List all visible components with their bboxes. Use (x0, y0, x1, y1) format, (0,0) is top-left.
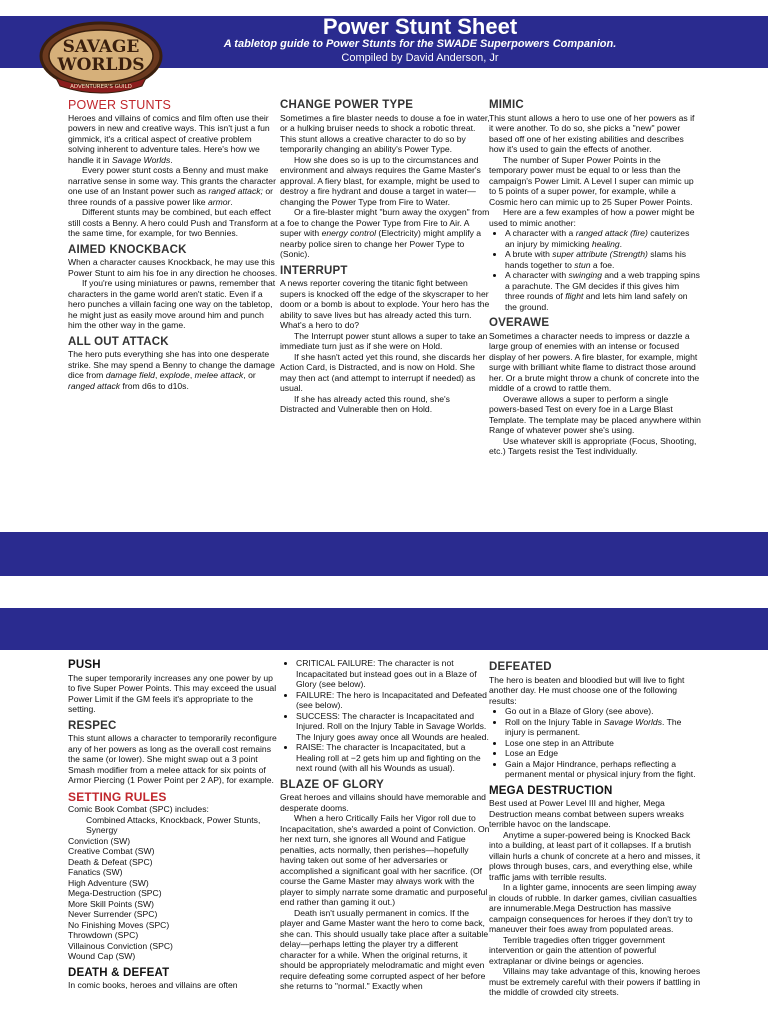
compiled-by: Compiled by David Anderson, Jr (341, 52, 499, 64)
page-subtitle: A tabletop guide to Power Stunts for the SWADE Superpowers Companion. (223, 38, 617, 50)
change-power-type-p1: Sometimes a fire blaster needs to douse a foe in water, or a hulking bruiser needs to shock a robotic threat. This stunt allows a creative character to do so by temporarily changing an ability's Power Type. (280, 112, 490, 154)
blaze-of-glory-p1: Great heroes and villains should have memorable and desperate dooms. (280, 792, 486, 813)
change-power-type-p2: How she does so is up to the circumstances and environment and always requires the Game Master's approval. A fiery blast, for example, might be used to destroy a fire hydrant and douse a target in water— changing the Power Type from Fire to Water. (280, 154, 481, 207)
mimic-p1: This stunt allows a hero to use one of her powers as if it were another. To do so, she picks a "new" power based off one of her existing abilities and describes how it's used to gain the effects of another. (489, 112, 695, 154)
logo-ribbon-text: ADVENTURER'S GUILD (70, 84, 132, 90)
page-two (0, 650, 768, 1024)
heading-all-out-attack: ALL OUT ATTACK (68, 335, 169, 348)
mimic-example-1: • A character with a ranged attack (fire) cauterizes an injury by mimicking healing. (505, 228, 701, 249)
defeated-p: The hero is beaten and bloodied but will live to fight another day. He must choose one of the following results: (489, 674, 685, 706)
setting-rule-item: Mega-Destruction (SPC) (68, 888, 162, 898)
logo-word-savage: SAVAGE (62, 37, 140, 57)
mega-destruction-p2: Anytime a super-powered being is Knocked Back into a building, at least part of it collapses. If a brutish villain hurls a chunk of concrete at a hero and misses, it plows through buses, cars, and everything else, while traffic jams with terrible results. (489, 829, 701, 882)
defeated-result: • Go out in a Blaze of Glory (see above). (505, 706, 701, 717)
push-p: The super temporarily increases any one power by up to five Super Power Points. This may exceed the usual Power Limit if the GM feels it's appropriate to the setting. (68, 672, 277, 714)
heading-change-power-type: CHANGE POWER TYPE (280, 99, 414, 111)
savage-worlds-logo (38, 20, 164, 94)
overawe-p1: Sometimes a character needs to impress or dazzle a large group of enemies with an intense or focused display of her powers. A fire blaster, for example, might surge with brilliant white flame to distract those around her. Or a brute might throw a chunk of concrete into the middle of a crowd to rattle them. (489, 330, 700, 393)
setting-rules-list (68, 804, 280, 962)
aimed-knockback-p2: If you're using miniatures or pawns, remember that characters in the game world aren't static. Even if a hero punches a villain facing one way on the tabletop, he might just as easily move around him and punch him the other way in the game. (68, 278, 276, 330)
mimic-example-2: • A brute with super attribute (Strength) slams his hands together to stun a foe. (505, 249, 701, 270)
power-stunts-intro: Heroes and villains of comics and film often use their powers in new and creative ways. This isn't just a fun gimmick, it's a critical aspect of creative problem solving inherent to adventure tales. Here's how we handle it in Savage Worlds. (68, 112, 270, 165)
setting-rule-item: Wound Cap (SW) (68, 951, 136, 961)
heading-push: PUSH (68, 659, 101, 671)
setting-rule-item: Fanatics (SW) (68, 867, 123, 877)
interrupt-p2: The Interrupt power stunt allows a super to take an immediate turn just as if she were on Hold. (280, 330, 488, 351)
logo-word-worlds: WORLDS (57, 55, 145, 75)
setting-rule-item: Combined Attacks, Knockback, Power Stunts, Synergy (86, 814, 261, 835)
setting-rule-item: More Skill Points (SW) (68, 898, 154, 909)
defeated-result: • Roll on the Injury Table in Savage Worlds. The injury is permanent. (505, 717, 701, 738)
setting-rule-item: Throwdown (SPC) (68, 930, 139, 940)
mega-destruction-p4: Terrible tragedies often trigger government intervention or gain the attention of powerful extraplanar or divine beings or agencies. (489, 934, 665, 966)
setting-rule-item: Villainous Conviction (SPC) (68, 940, 173, 951)
heading-death-defeat: DEATH & DEFEAT (68, 966, 170, 979)
setting-rule-item: No Finishing Moves (SPC) (68, 919, 170, 930)
heading-aimed-knockback: AIMED KNOCKBACK (68, 243, 187, 256)
page-separator-band-top (0, 532, 768, 576)
mega-destruction-p3: In a lighter game, innocents are seen limping away in clouds of rubble. In darker games, civilian casualties are innumerable.Mega Destruction has massive campaign consequences for heroes if they don't try to maneuver their foes away from populated areas. (489, 882, 697, 934)
setting-rule-item: Creative Combat (SW) (68, 846, 155, 856)
heading-mega-destruction: MEGA DESTRUCTION (489, 784, 613, 797)
setting-rule-item: Comic Book Combat (SPC) includes: (68, 804, 209, 814)
heading-mimic: MIMIC (489, 99, 524, 111)
defeated-result: • Gain a Major Hindrance, perhaps reflecting a permanent mental or physical injury from the fight. (505, 759, 701, 780)
defeated-result: • Lose an Edge (505, 748, 701, 759)
heading-power-stunts: POWER STUNTS (68, 98, 172, 112)
defeated-results-list (489, 706, 701, 780)
page2-column-3 (489, 656, 701, 998)
heading-respec: RESPEC (68, 719, 117, 732)
blaze-of-glory-p2: When a hero Critically Fails her Vigor roll due to Incapacitation, she's awarded a point of Conviction. On her next turn, she ignores all Wound and Fatigue penalties, acts normally, then perishes—hopefully having taken out some of her adversaries or accomplished a significant goal with her sacrifice. (Of course the Game Master may always work with the player to simply narrate some dramatic and purposeful end rather than gaming it out.) (280, 813, 490, 907)
page-separator-band-bottom (0, 608, 768, 650)
page2-column-2 (280, 658, 490, 992)
interrupt-p1: A news reporter covering the titanic fight between supers is knocked off the edge of the skyscraper to her doom or a bomb is about to explode. Your hero has the ability to save lives but has already acted this turn. What's a hero to do? (280, 278, 490, 330)
change-power-type-p3: Or a fire-blaster might "burn away the oxygen" from a foe to change the Power Type from Fire to Air. A super with energy control (Electricity) might amplify a nearby police siren to change her Power Type to (Sonic). (280, 207, 490, 259)
mega-destruction-p1: Best used at Power Level III and higher, Mega Destruction means combat between supers wreaks terrible havoc on the landscape. (489, 798, 684, 829)
result-success: • SUCCESS: The character is Incapacitated and Injured. Roll on the Injury Table in Savage Worlds. The Injury goes away once all Wounds are healed. (296, 711, 490, 743)
mimic-p2: The number of Super Power Points in the temporary power must be equal to or less than the campaign's Power Limit. A Level I super can mimic up to 5 points of a super power, for example, while a Cosmic hero can mimic up to 25 Super Power Points. (489, 154, 694, 207)
interrupt-p3: If she hasn't acted yet this round, she discards her Action Card, is Distracted, and is now on Hold. She may then act (and attempt to interrupt if needed) as usual. (280, 351, 486, 393)
blaze-of-glory-p3: Death isn't usually permanent in comics. If the player and Game Master want the hero to come back, she can. This should usually take place after a suitable delay—perhaps letting the player try a different character for a while. When the original returns, it should be appropriately melodramatic and might even require defeating some corrupted aspect of her before she returns to "normal." Exactly when (280, 907, 489, 991)
incapacitation-results-list (280, 658, 490, 774)
mimic-example-3: • A character with swinging and a web trapping spins a parachute. The GM decides if this gives him three rounds of flight and lets him land safely on the ground. (505, 270, 701, 312)
page1-column-2 (280, 94, 490, 415)
result-critical-failure: • CRITICAL FAILURE: The character is not Incapacitated but instead goes out in a Blaze of Glory (see below). (296, 658, 490, 690)
heading-blaze-of-glory: BLAZE OF GLORY (280, 778, 384, 791)
power-stunts-cost: Every power stunt costs a Benny and must make narrative sense in some way. This grants the character one use of an Instant power such as ranged attack; or three rounds of a passive power like armor. (68, 165, 276, 207)
interrupt-p4: If she has already acted this round, she's Distracted and Vulnerable then on Hold. (280, 393, 450, 414)
setting-rule-item: High Adventure (SW) (68, 877, 149, 888)
respec-p: This stunt allows a character to temporarily reconfigure any of her powers as long as the overall cost remains the same (or lower). She might swap out a 3 point Smash modifier from a melee attack for six points of Armor Piercing (1 Power Point per 2 AP), for example. (68, 733, 277, 785)
all-out-attack-p1: The hero puts everything she has into one desperate strike. She may spend a Benny to change the damage dice from damage field, explode, melee attack, or ranged attack from d6s to d10s. (68, 349, 275, 391)
setting-rule-item: Death & Defeat (SPC) (68, 856, 153, 867)
setting-rule-item: Conviction (SW) (68, 835, 131, 846)
result-failure: • FAILURE: The hero is Incapacitated and Defeated (see below). (296, 690, 490, 711)
heading-setting-rules: SETTING RULES (68, 789, 167, 804)
defeated-result: • Lose one step in an Attribute (505, 738, 701, 749)
setting-rule-item: Never Surrender (SPC) (68, 909, 158, 919)
heading-defeated: DEFEATED (489, 661, 552, 673)
page1-column-3 (489, 94, 701, 457)
page-title: Power Stunt Sheet (322, 14, 518, 39)
overawe-p2: Overawe allows a super to perform a single powers-based Test on every foe in a Large Blast Template. The template may be placed anywhere within Range of whatever power she's using. (489, 393, 701, 435)
mimic-examples-list (489, 228, 701, 312)
heading-interrupt: INTERRUPT (280, 264, 348, 277)
mimic-p3: Here are a few examples of how a power might be used to mimic another: (489, 207, 695, 228)
death-defeat-p: In comic books, heroes and villains are often (68, 980, 238, 990)
page1-column-1 (68, 94, 280, 391)
aimed-knockback-p1: When a character causes Knockback, he may use this Power Stunt to aim his foe in any direction he chooses. (68, 257, 278, 278)
overawe-p3: Use whatever skill is appropriate (Focus, Shooting, etc.) Targets resist the Test individually. (489, 435, 697, 456)
power-stunts-combine: Different stunts may be combined, but each effect still costs a Benny. A hero could Push and Transform at the same time, for example, for two Bennies. (68, 207, 278, 238)
mega-destruction-p5: Villains may take advantage of this, knowing heroes must be extremely careful with their powers if battling in the middle of crowded city streets. (489, 966, 701, 997)
result-raise: • RAISE: The character is Incapacitated, but a Healing roll at −2 gets him up and fighting on the next round (with all his Wounds as usual). (296, 742, 490, 774)
page2-column-1 (68, 654, 280, 991)
heading-overawe: OVERAWE (489, 317, 550, 329)
